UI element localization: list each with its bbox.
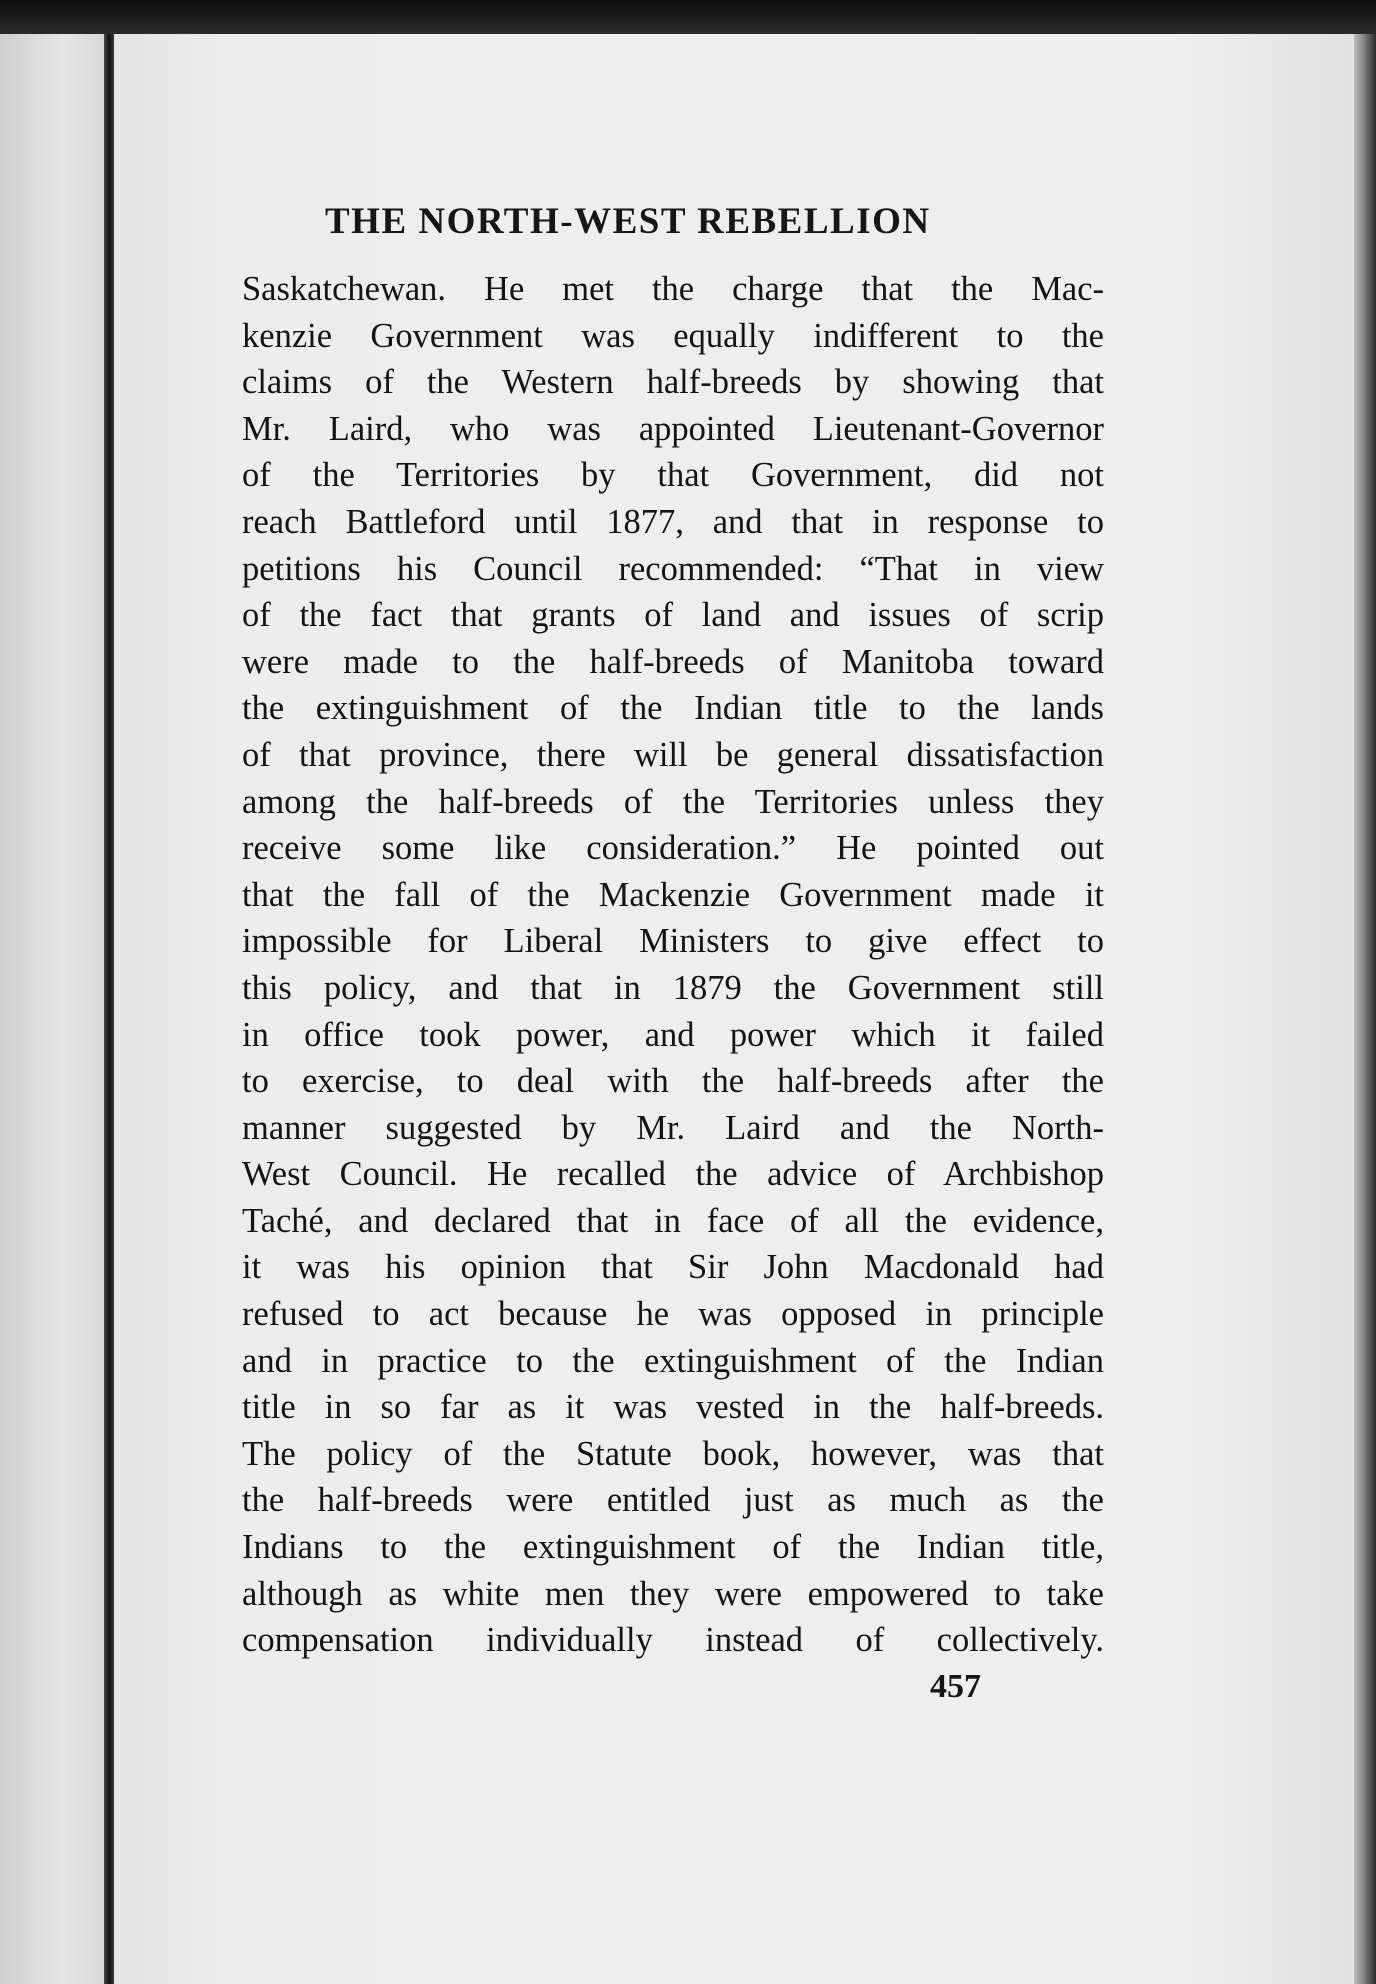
text-line: Mr. Laird, who was appointed Lieutenant-Governor	[242, 409, 1104, 448]
left-page-edge	[0, 34, 104, 1984]
text-line: although as white men they were empowered to take	[242, 1574, 1104, 1613]
text-line: of that province, there will be general dissatisfaction	[242, 735, 1104, 774]
text-line: that the fall of the Mackenzie Government made it	[242, 875, 1104, 914]
text-line: reach Battleford until 1877, and that in response to	[242, 502, 1104, 541]
text-line: this policy, and that in 1879 the Government still	[242, 968, 1104, 1007]
text-line: the half-breeds were entitled just as much as the	[242, 1481, 1104, 1520]
running-head: THE NORTH-WEST REBELLION	[325, 201, 931, 242]
text-line: manner suggested by Mr. Laird and the North-	[242, 1108, 1104, 1147]
text-line: Saskatchewan. He met the charge that the Mac-	[242, 270, 1104, 308]
book-gutter	[104, 34, 114, 1984]
text-line: impossible for Liberal Ministers to give effect to	[242, 922, 1104, 961]
text-line: kenzie Government was equally indifferent to the	[242, 316, 1104, 355]
text-line: Indians to the extinguishment of the Indian title,	[242, 1528, 1104, 1567]
text-line: it was his opinion that Sir John Macdonald had	[242, 1248, 1104, 1287]
text-line: petitions his Council recommended: “That in view	[242, 549, 1104, 588]
page-number: 457	[930, 1668, 981, 1705]
text-line: compensation individually instead of collectively.	[242, 1621, 1104, 1660]
text-line: among the half-breeds of the Territories unless they	[242, 782, 1104, 821]
text-line: were made to the half-breeds of Manitoba toward	[242, 642, 1104, 681]
text-line: claims of the Western half-breeds by showing that	[242, 363, 1104, 402]
text-line: of the Territories by that Government, did not	[242, 456, 1104, 495]
text-line: in office took power, and power which it failed	[242, 1015, 1104, 1054]
text-line: West Council. He recalled the advice of Archbishop	[242, 1155, 1104, 1194]
body-text	[242, 266, 1104, 1664]
text-line: receive some like consideration.” He pointed out	[242, 829, 1104, 868]
right-page-edge	[1354, 34, 1376, 1984]
text-line: to exercise, to deal with the half-breeds after the	[242, 1062, 1104, 1101]
text-line: Taché, and declared that in face of all the evidence,	[242, 1201, 1104, 1240]
text-line: title in so far as it was vested in the half-breeds.	[242, 1388, 1104, 1427]
text-line: The policy of the Statute book, however, was that	[242, 1434, 1104, 1473]
text-line: refused to act because he was opposed in principle	[242, 1295, 1104, 1334]
scanner-top-border	[0, 0, 1376, 34]
text-line: and in practice to the extinguishment of the Indian	[242, 1341, 1104, 1380]
text-line: the extinguishment of the Indian title to the lands	[242, 689, 1104, 728]
text-line: of the fact that grants of land and issues of scrip	[242, 596, 1104, 635]
